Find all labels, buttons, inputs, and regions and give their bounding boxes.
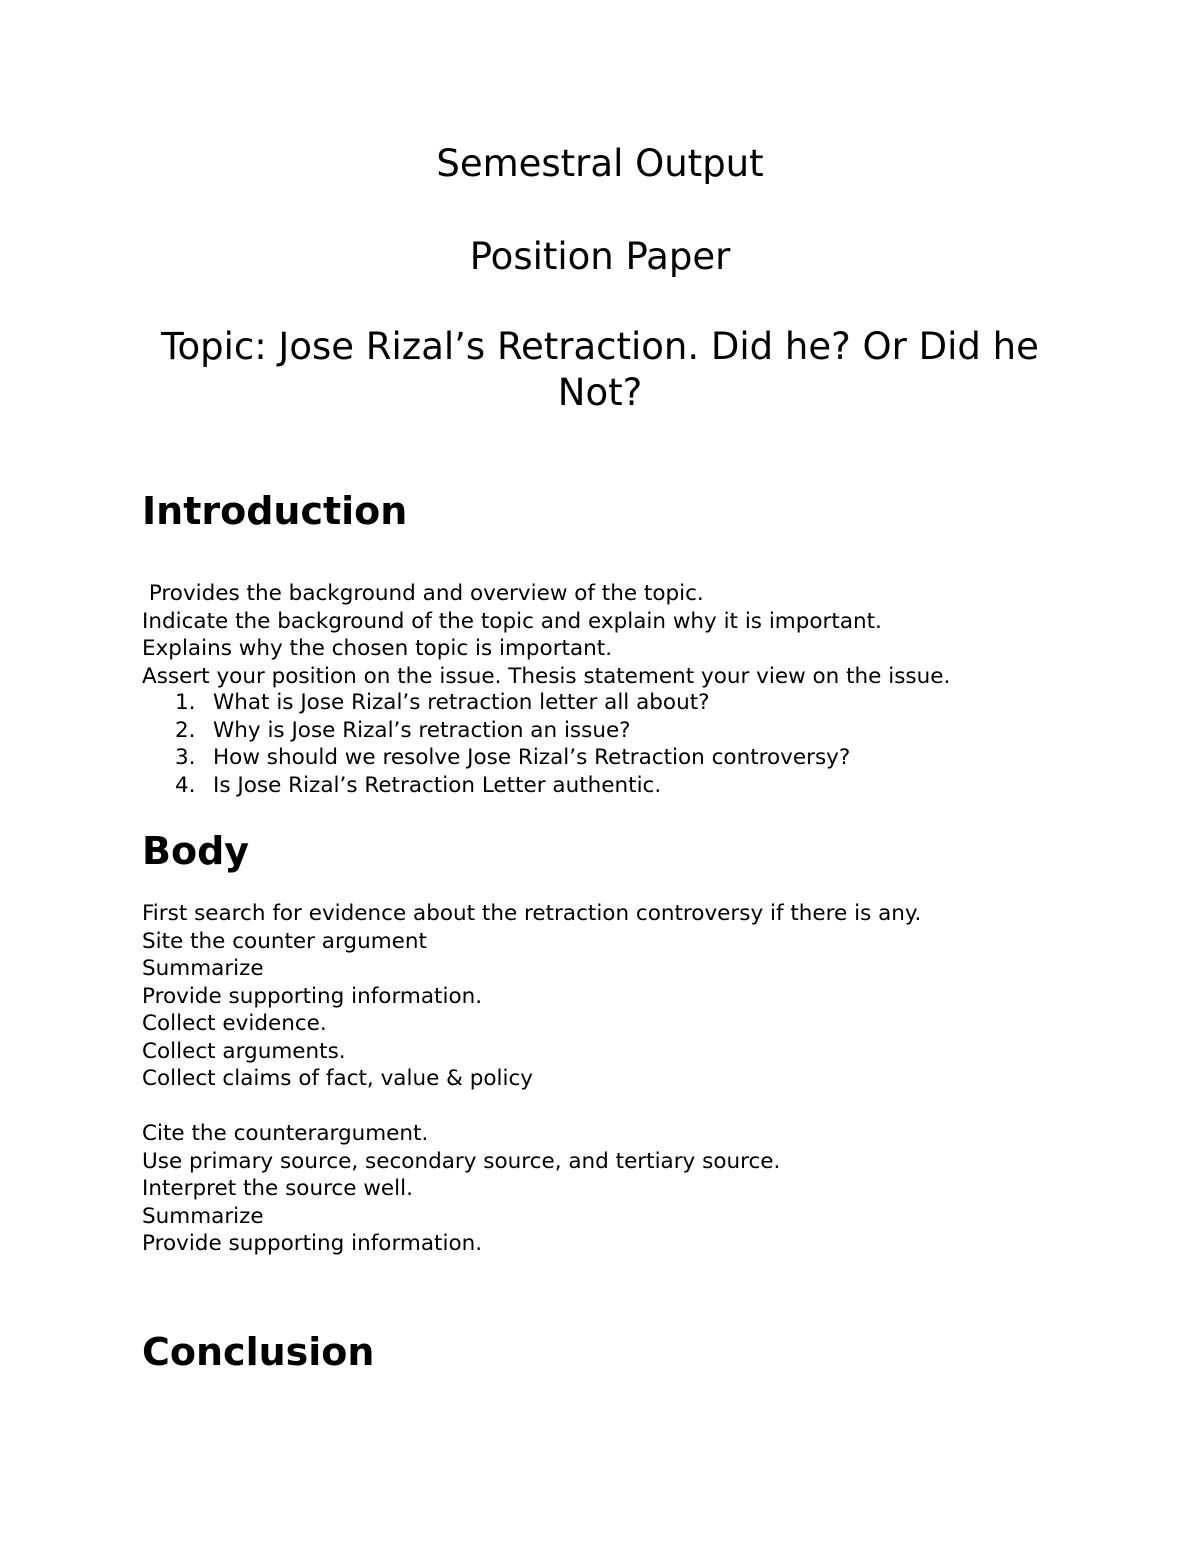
list-number: 3. (175, 745, 196, 770)
list-item (175, 772, 850, 800)
introduction-heading: Introduction (142, 489, 408, 533)
body-line: Provide supporting information. (142, 1231, 483, 1256)
topic-text: Topic: Jose Rizal’s Retraction. Did he? Or Did he Not? (161, 325, 1039, 414)
intro-line: Indicate the background of the topic and explain why it is important. (142, 608, 882, 634)
question-list (142, 689, 850, 799)
body-line: Use primary source, secondary source, and tertiary source. (142, 1148, 781, 1174)
body-text-first (142, 900, 1102, 1093)
list-item (175, 689, 850, 717)
body-line: First search for evidence about the retraction controversy if there is any. (142, 901, 922, 926)
list-item-text: How should we resolve Jose Rizal’s Retraction controversy? (213, 745, 851, 770)
introduction-text (142, 580, 1102, 690)
list-item-text: Why is Jose Rizal’s retraction an issue? (213, 717, 631, 743)
body-line: Summarize (142, 1203, 264, 1229)
intro-line: Explains why the chosen topic is important. (142, 636, 613, 661)
body-line: Provide supporting information. (142, 983, 483, 1009)
document-title: Semestral Output (436, 142, 764, 185)
document-subtitle: Position Paper (469, 235, 731, 278)
list-item (175, 717, 850, 745)
body-heading: Body (142, 829, 250, 873)
list-item-text: Is Jose Rizal’s Retraction Letter authentic. (213, 772, 662, 798)
intro-line: Assert your position on the issue. Thesis statement your view on the issue. (142, 663, 951, 689)
body-line: Collect arguments. (142, 1038, 346, 1064)
list-number: 1. (175, 690, 196, 715)
body-line: Interpret the source well. (142, 1176, 413, 1201)
list-item (175, 744, 851, 772)
body-text-second (142, 1120, 1102, 1258)
body-line: Summarize (142, 956, 264, 981)
body-line: Collect evidence. (142, 1011, 327, 1036)
document-topic (150, 324, 1050, 416)
conclusion-heading: Conclusion (142, 1330, 375, 1374)
list-number: 2. (175, 717, 196, 743)
body-line: Site the counter argument (142, 928, 427, 954)
body-line: Cite the counterargument. (142, 1121, 429, 1146)
intro-line: Provides the background and overview of the topic. (142, 581, 704, 606)
list-number: 4. (175, 772, 196, 798)
body-line: Collect claims of fact, value & policy (142, 1066, 534, 1091)
list-item-text: What is Jose Rizal’s retraction letter all about? (213, 690, 710, 715)
